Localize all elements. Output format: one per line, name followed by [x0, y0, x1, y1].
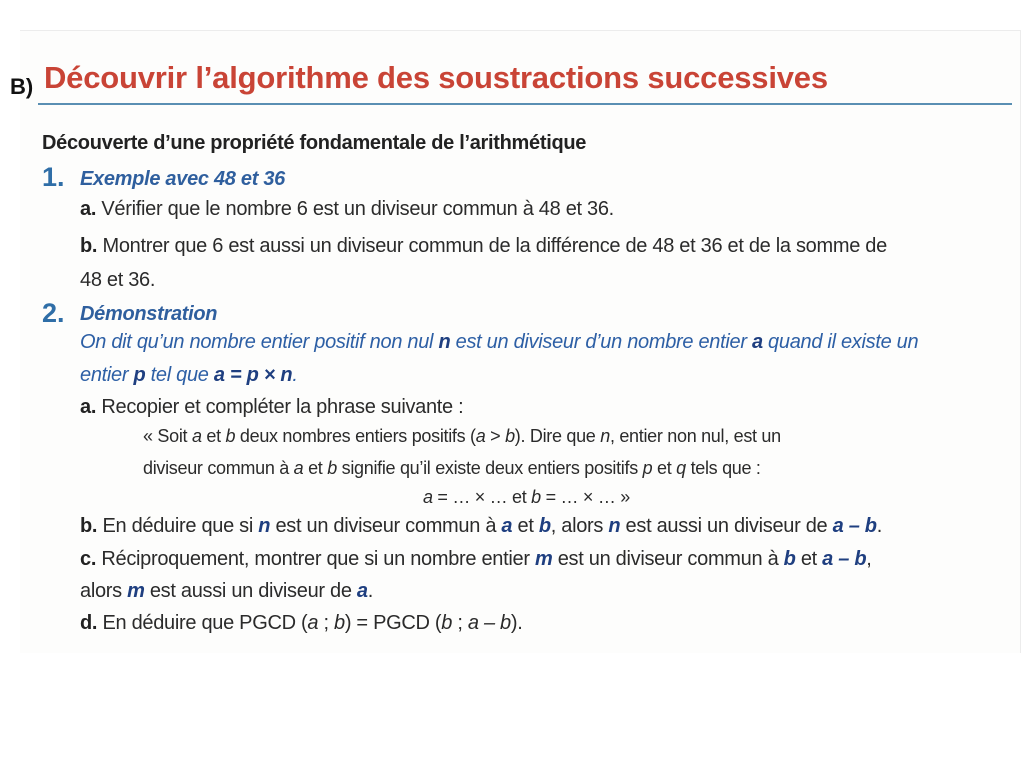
quote-line-2: diviseur commun à a et b signifie qu’il existe deux entiers positifs p et q tels que :	[143, 458, 761, 478]
item-label: b.	[80, 515, 98, 537]
question-1b-cont: 48 et 36.	[80, 269, 156, 291]
question-1b	[80, 235, 887, 258]
item-label: d.	[80, 612, 98, 634]
item-label: a.	[80, 198, 97, 220]
question-2c: c. Réciproquement, montrer que si un nombre entier m est un diviseur commun à b et a – b,	[80, 548, 872, 570]
item-label: c.	[80, 548, 97, 570]
item-label: b.	[80, 235, 98, 257]
question-1b-text: Montrer que 6 est aussi un diviseur commun de la différence de 48 et 36 et de la somme de	[102, 235, 887, 257]
question-1a-text: Vérifier que le nombre 6 est un diviseur commun à 48 et 36.	[101, 198, 614, 220]
question-2b: b. En déduire que si n est un diviseur commun à a et b, alors n est aussi un diviseur de a – b.	[80, 515, 882, 537]
item-label: a.	[80, 396, 97, 418]
question-2a-text: Recopier et compléter la phrase suivante :	[101, 396, 464, 418]
section-1-number: 1.	[42, 162, 65, 192]
question-2a	[80, 396, 463, 419]
question-2c-cont: alors m est aussi un diviseur de a.	[80, 580, 374, 602]
section-2-title: Démonstration	[80, 303, 218, 325]
title-underline	[38, 103, 1012, 105]
section-2-number: 2.	[42, 298, 65, 328]
quote-line-1: « Soit a et b deux nombres entiers positifs (a > b). Dire que n, entier non nul, est un	[143, 426, 781, 446]
question-2d: d. En déduire que PGCD (a ; b) = PGCD (b ; a – b).	[80, 612, 523, 634]
quote-line-3: a = … × … et b = … × … »	[423, 487, 630, 507]
page-title: Découvrir l’algorithme des soustractions successives	[44, 60, 828, 95]
subtitle: Découverte d’une propriété fondamentale de l’arithmétique	[42, 132, 587, 154]
section-1-title: Exemple avec 48 et 36	[80, 168, 285, 190]
question-1a	[80, 198, 614, 221]
definition-line-2: entier p tel que a = p × n.	[80, 364, 298, 386]
definition-line-1: On dit qu’un nombre entier positif non nul n est un diviseur d’un nombre entier a quand il existe un	[80, 331, 919, 353]
section-label: B)	[10, 74, 34, 99]
